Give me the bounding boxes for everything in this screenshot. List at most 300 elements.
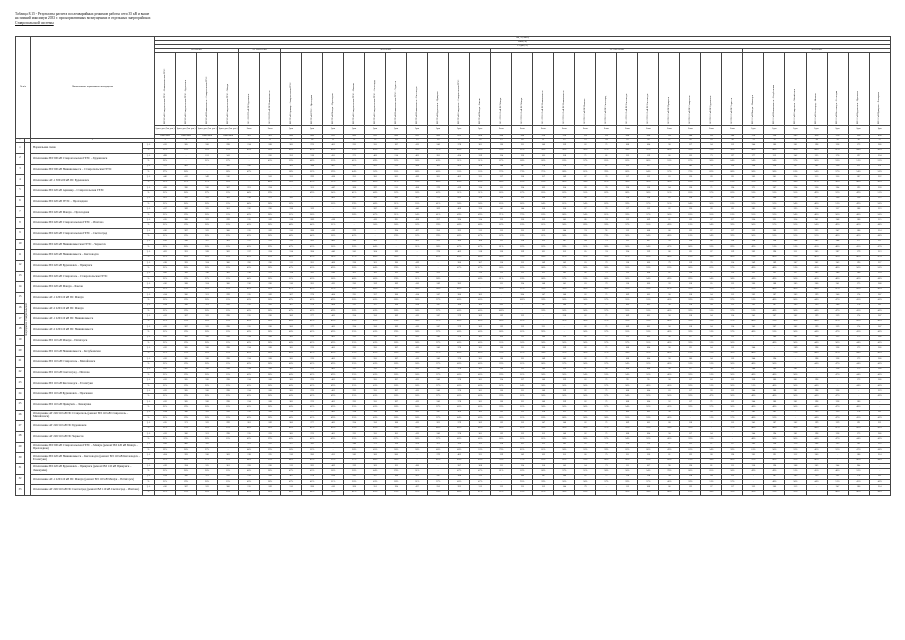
value-cell: 46% [869,415,890,420]
value-cell: 226 [239,260,260,265]
value-cell: 412 [155,378,176,383]
value-cell: 58 [659,303,680,308]
value-cell: 234 [344,314,365,319]
value-cell: 412 [155,357,176,362]
value-cell: 188 [260,143,281,148]
value-cell: 47% [848,447,869,452]
disturbance-name: Отключение ВЛ 220 кВ Ставрополь – Ставропольская ГРЭС [31,271,143,282]
header-unit: Iдоп [827,125,848,134]
value-cell: 521 [197,431,218,436]
value-cell: 55% [701,212,722,217]
value-cell: 43% [365,394,386,399]
value-cell: 61% [596,212,617,217]
value-cell: – [827,383,848,388]
value-cell: 64% [533,202,554,207]
value-cell: 51% [785,255,806,260]
value-cell: 188 [386,410,407,415]
value-cell: 54% [575,373,596,378]
value-cell: – [491,474,512,479]
value-cell: 53% [638,308,659,313]
value-cell: 71 [596,421,617,426]
row-number: 13 [16,271,25,282]
value-cell: 44% [848,383,869,388]
value-cell: 439 [407,175,428,180]
value-cell: – [218,447,239,452]
value-cell: 118 [491,143,512,148]
value-cell: 59% [596,255,617,260]
value-cell: 143 [680,164,701,169]
value-cell: 314 [470,218,491,223]
value-cell: 146 [533,399,554,404]
value-cell: 44% [302,490,323,495]
value-cell: 55% [617,426,638,431]
value-cell: 303 [785,292,806,297]
value-cell: 189 [260,421,281,426]
value-cell: 48% [449,490,470,495]
value-cell: 51% [701,373,722,378]
value-cell: 26% [197,308,218,313]
value-cell: 199 [806,325,827,330]
header-element-name [722,52,743,125]
value-cell: 50% [575,308,596,313]
value-cell: 42% [302,362,323,367]
value-cell: 289 [302,218,323,223]
value-cell: 49% [449,458,470,463]
value-cell: 47% [281,479,302,484]
value-cell: 279 [428,186,449,191]
value-cell: 26% [197,319,218,324]
value-cell: 203 [386,207,407,212]
value-cell: 46% [470,330,491,335]
value-cell: 116 [722,271,743,276]
value-cell: 187 [386,357,407,362]
value-cell: 51% [701,383,722,388]
value-cell: 46% [470,394,491,399]
value-cell: 49% [743,276,764,281]
value-cell: 49% [659,458,680,463]
value-cell: 48% [743,373,764,378]
value-cell: 113 [722,410,743,415]
value-cell: 63% [512,276,533,281]
header-limit: 660 [386,134,407,138]
header-unit: Sном [659,125,680,134]
value-cell: 46% [281,319,302,324]
value-cell: 46% [449,351,470,356]
value-cell: 48% [743,330,764,335]
value-cell: – [428,266,449,271]
value-cell: 55% [617,266,638,271]
value-cell: 81 [596,154,617,159]
value-cell: 56% [554,405,575,410]
value-cell: 81 [701,463,722,468]
disturbance-name: Отключение ВЛ 110 кВ Невинномысск – Кочубеевская [31,346,143,357]
value-type: % [143,341,155,346]
value-cell: 58% [596,244,617,249]
value-cell: 57% [596,383,617,388]
value-cell: 386 [176,431,197,436]
value-cell: 341 [302,442,323,447]
value-cell: 49% [848,191,869,196]
value-cell: 61% [575,170,596,175]
value-cell: 193 [848,186,869,191]
value-cell: 26% [197,351,218,356]
value-cell: – [827,378,848,383]
value-cell: 214 [239,389,260,394]
value-cell: 122 [680,453,701,458]
value-cell: 186 [764,143,785,148]
header-limit: 660 [428,134,449,138]
header-element-label: ВЛ 220 кВ Машук – Баксан [478,98,481,124]
value-cell: 52% [575,447,596,452]
value-cell: 233 [344,143,365,148]
value-cell: 327 [281,442,302,447]
value-cell: 44% [806,319,827,324]
value-cell: 39% [428,223,449,228]
value-cell: 152 [554,196,575,201]
value-cell: 51% [659,191,680,196]
value-cell: 46% [449,287,470,292]
value-type: % [143,458,155,463]
value-cell: 50% [827,212,848,217]
value-cell: 47% [827,415,848,420]
header-unit: Iдоп [869,125,890,134]
value-cell: 44% [449,415,470,420]
value-cell: 46% [470,437,491,442]
value-cell: 44% [848,373,869,378]
value-cell: 46% [470,341,491,346]
value-cell: 37% [428,319,449,324]
value-cell: 136 [722,164,743,169]
value-cell: 221 [239,186,260,191]
value-cell: 21% [155,490,176,495]
value-cell: 189 [260,228,281,233]
value-cell: 301 [218,463,239,468]
value-cell: 117 [680,143,701,148]
value-cell: 26% [197,405,218,410]
value-cell: 57% [596,394,617,399]
value-cell: 67% [512,287,533,292]
value-type: % [143,276,155,281]
value-cell: 21% [155,405,176,410]
header-element-label: ВЛ 220 кВ Ставропольская ГРЭС – Светлоград [373,79,376,124]
value-cell: 44% [848,351,869,356]
value-cell: 52% [785,490,806,495]
value-cell: 57% [596,148,617,153]
value-cell: 146 [533,378,554,383]
value-cell: 341 [218,154,239,159]
value-cell: 57% [638,212,659,217]
value-cell: 38% [260,362,281,367]
value-cell: 46% [239,469,260,474]
value-cell: 47% [365,212,386,217]
header-unit: Sном [701,125,722,134]
value-cell: 421 [407,239,428,244]
value-cell: 19% [176,341,197,346]
value-cell: 198 [806,389,827,394]
value-cell: 36% [344,298,365,303]
value-cell: 112 [722,335,743,340]
value-cell: 114 [638,196,659,201]
value-cell: 215 [239,228,260,233]
value-cell: 355 [365,389,386,394]
value-cell: 56% [722,351,743,356]
value-cell: 54% [575,202,596,207]
value-cell: 46% [449,330,470,335]
value-cell: 257 [827,207,848,212]
value-cell: 193 [260,239,281,244]
value-cell: 250 [743,463,764,468]
value-cell: 69% [575,223,596,228]
value-cell: 62% [701,266,722,271]
value-cell: 43% [239,330,260,335]
header-level2: Зима (-4) [155,40,891,44]
value-cell: 48% [827,469,848,474]
value-cell: 63% [512,490,533,495]
value-cell: 385 [176,367,197,372]
value-cell: 21% [155,362,176,367]
value-cell: 113 [722,303,743,308]
value-cell: 227 [869,260,890,265]
value-cell: 38% [260,351,281,356]
value-cell: 59% [491,351,512,356]
value-cell: 305 [281,335,302,340]
value-type: I, А [143,303,155,308]
value-cell: 66% [491,191,512,196]
value-cell: 413 [407,421,428,426]
value-cell: 42% [428,458,449,463]
value-cell: 47% [827,362,848,367]
header-element-label: ВЛ 110 кВ Прикумск – Левокумка [878,91,881,124]
value-cell: 214 [869,485,890,490]
value-cell: 298 [743,164,764,169]
value-type: I, А [143,335,155,340]
value-cell: 44% [806,479,827,484]
value-cell: 49% [323,405,344,410]
value-cell: 46% [470,308,491,313]
value-cell: 52% [638,351,659,356]
value-cell: 35% [344,426,365,431]
value-cell: 64% [533,255,554,260]
value-cell: 19% [176,415,197,420]
value-cell: 64 [701,143,722,148]
value-cell: 54% [785,202,806,207]
value-cell: 50% [659,212,680,217]
row-number: 18 [16,325,25,336]
value-cell: 123 [680,442,701,447]
value-cell: 307 [470,260,491,265]
value-cell: – [533,319,554,324]
value-cell: 306 [281,325,302,330]
value-cell: 38% [260,426,281,431]
value-cell: 106 [638,282,659,287]
value-cell: 67 [575,175,596,180]
value-cell: 303 [785,474,806,479]
value-cell: 306 [281,421,302,426]
header-limit: 660 [344,134,365,138]
value-cell: 139 [554,367,575,372]
value-cell: 47% [281,266,302,271]
value-cell: 21% [155,255,176,260]
value-cell: 190 [764,463,785,468]
value-cell: 401 [323,399,344,404]
value-type: I, А [143,378,155,383]
value-cell: 421 [155,196,176,201]
value-cell: 50% [785,383,806,388]
value-cell: 48% [764,298,785,303]
value-cell: 31% [386,212,407,217]
value-cell: 385 [176,389,197,394]
value-cell: 299 [218,292,239,297]
header-limit: 825 [323,134,344,138]
value-cell: 110 [617,282,638,287]
value-cell: 380 [449,474,470,479]
value-cell: 60% [680,244,701,249]
value-cell: 378 [449,389,470,394]
value-cell: 71 [596,431,617,436]
value-cell: 424 [449,154,470,159]
value-cell: 329 [785,196,806,201]
value-cell: 402 [449,175,470,180]
header-element-name [785,52,806,125]
value-cell: 61% [512,373,533,378]
value-cell: 215 [239,218,260,223]
value-cell: 58% [554,223,575,228]
value-cell: 19% [176,330,197,335]
value-cell: 48% [806,212,827,217]
disturbance-name: Отключение АТ-1 220/110 кВ ПС Невинномысск [31,314,143,325]
value-cell: 402 [449,250,470,255]
value-cell: 55% [575,191,596,196]
value-cell: 113 [722,474,743,479]
value-cell: 50% [575,415,596,420]
value-cell: 57% [722,287,743,292]
value-cell: 46% [449,394,470,399]
value-cell: 246 [428,143,449,148]
value-cell: 51% [323,479,344,484]
value-cell: 421 [407,474,428,479]
value-cell: 385 [176,346,197,351]
value-cell: 188 [260,367,281,372]
value-type: % [143,180,155,185]
value-cell: 61% [680,490,701,495]
value-cell: 61% [554,202,575,207]
value-cell: 59% [680,298,701,303]
value-cell: 283 [302,271,323,276]
header-unit: Iдоп [764,125,785,134]
value-cell: 187 [764,474,785,479]
value-cell: 46% [869,373,890,378]
value-cell: 141 [554,282,575,287]
value-cell: 15% [218,479,239,484]
value-cell: 54% [701,255,722,260]
value-cell: 54% [638,276,659,281]
value-cell: 54% [806,223,827,228]
value-cell: 62 [575,325,596,330]
value-cell: 47% [701,394,722,399]
value-cell: 118 [491,357,512,362]
disturbance-name: Отключение ВЛ 220 кВ Машук – Баксан [31,282,143,293]
value-cell: 112 [512,335,533,340]
value-cell: 47% [449,266,470,271]
value-cell: 62% [722,191,743,196]
value-cell: 44% [806,351,827,356]
value-cell: 15% [218,223,239,228]
header-group: ВЛ 500 кВ [155,48,239,52]
value-cell: 267 [743,196,764,201]
row-number: 9 [16,228,25,239]
value-cell: 42% [428,191,449,196]
value-cell: 524 [197,282,218,287]
value-cell: 46% [869,287,890,292]
value-cell: 55% [323,458,344,463]
value-cell: 57% [722,266,743,271]
value-cell: 401 [323,357,344,362]
value-cell: 65% [680,191,701,196]
value-cell: 65% [701,469,722,474]
value-cell: 175 [848,282,869,287]
header-unit: Sном [554,125,575,134]
value-cell: 301 [470,431,491,436]
value-cell: 246 [428,335,449,340]
value-cell: 112 [617,485,638,490]
value-cell: 60 [659,250,680,255]
value-cell: 410 [323,271,344,276]
value-cell: 188 [260,378,281,383]
value-cell: 195 [386,218,407,223]
value-cell: 211 [848,164,869,169]
value-cell: 307 [281,292,302,297]
value-cell: 174 [848,410,869,415]
disturbance-name: Отключение ВЛ 220 кВ Буденновск – Прикумск (ремонт ВЛ 110 кВ Прикумск – Левокумка) [31,463,143,474]
value-cell: 108 [617,346,638,351]
value-cell: 201 [239,421,260,426]
value-cell: 187 [386,143,407,148]
value-cell: 129 [638,250,659,255]
value-cell: 122 [680,228,701,233]
value-cell: 37% [428,351,449,356]
value-cell: 385 [176,399,197,404]
value-cell: 281 [302,260,323,265]
value-cell: 127 [722,154,743,159]
disturbance-name: Отключение ВЛ 220 кВ Машук – Прохладная [31,207,143,218]
header-column-number: 34 [806,139,827,143]
value-cell: 64 [701,431,722,436]
value-cell: 397 [365,186,386,191]
value-cell: 67% [617,255,638,260]
value-cell: 282 [302,239,323,244]
value-cell: 58% [596,266,617,271]
value-cell: 112 [617,228,638,233]
value-cell: 102% [491,308,512,313]
value-cell: 58 [659,410,680,415]
value-cell: 39% [428,234,449,239]
value-cell: 521 [197,292,218,297]
value-cell: 386 [176,474,197,479]
value-cell: 261 [428,442,449,447]
value-cell: 50% [575,383,596,388]
value-cell: 364 [365,250,386,255]
value-cell: 201 [764,207,785,212]
value-type: I, А [143,421,155,426]
value-cell: 316 [281,453,302,458]
value-cell: 197 [848,154,869,159]
value-cell: 244 [743,143,764,148]
value-type: I, А [143,175,155,180]
value-cell: 59% [533,298,554,303]
disturbance-name: Отключение АТ-1 500/220 кВ ПС Буденновск [31,175,143,186]
value-cell: 121 [512,399,533,404]
value-cell: 298 [218,143,239,148]
